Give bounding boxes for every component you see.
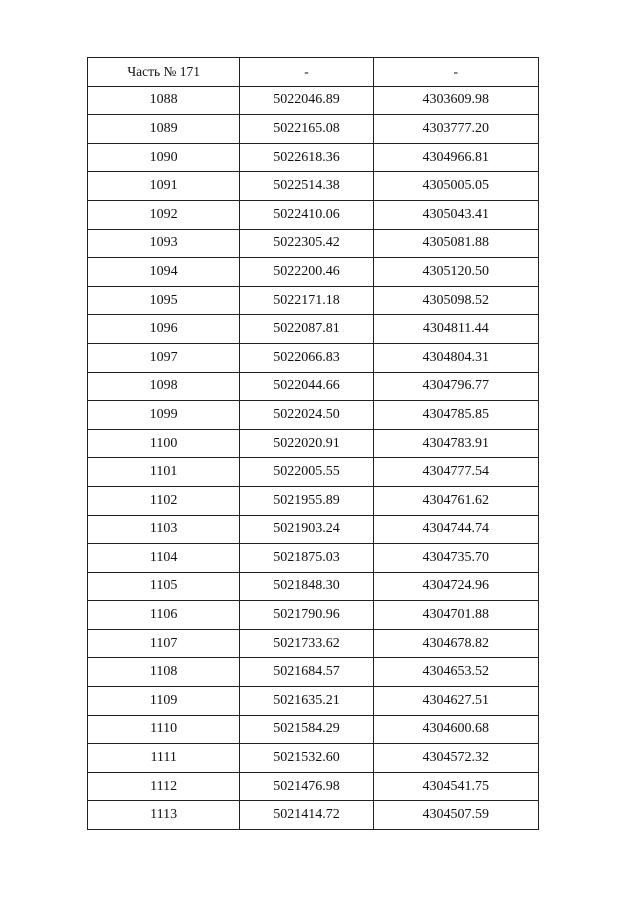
y-coordinate-cell: 4304701.88 [373, 601, 538, 630]
point-number-cell: 1102 [88, 486, 240, 515]
header-x: - [240, 58, 373, 87]
x-coordinate-cell: 5022066.83 [240, 343, 373, 372]
table-row [88, 601, 539, 630]
y-coordinate-cell: 4304724.96 [373, 572, 538, 601]
table-row [88, 715, 539, 744]
x-coordinate-cell: 5022046.89 [240, 86, 373, 115]
x-coordinate-cell: 5021684.57 [240, 658, 373, 687]
y-coordinate-cell: 4304777.54 [373, 458, 538, 487]
point-number-cell: 1096 [88, 315, 240, 344]
table-header-row [88, 58, 539, 87]
x-coordinate-cell: 5022410.06 [240, 200, 373, 229]
x-coordinate-cell: 5022005.55 [240, 458, 373, 487]
y-coordinate-cell: 4304804.31 [373, 343, 538, 372]
x-coordinate-cell: 5022618.36 [240, 143, 373, 172]
point-number-cell: 1112 [88, 772, 240, 801]
point-number-cell: 1090 [88, 143, 240, 172]
point-number-cell: 1093 [88, 229, 240, 258]
point-number-cell: 1106 [88, 601, 240, 630]
point-number-cell: 1104 [88, 544, 240, 573]
point-number-cell: 1103 [88, 515, 240, 544]
table-row [88, 486, 539, 515]
point-number-cell: 1110 [88, 715, 240, 744]
table-row [88, 515, 539, 544]
table-row [88, 772, 539, 801]
table-row [88, 200, 539, 229]
x-coordinate-cell: 5021476.98 [240, 772, 373, 801]
x-coordinate-cell: 5022305.42 [240, 229, 373, 258]
table-row [88, 801, 539, 830]
point-number-cell: 1100 [88, 429, 240, 458]
x-coordinate-cell: 5022171.18 [240, 286, 373, 315]
y-coordinate-cell: 4304785.85 [373, 401, 538, 430]
x-coordinate-cell: 5021903.24 [240, 515, 373, 544]
x-coordinate-cell: 5021955.89 [240, 486, 373, 515]
table-row [88, 229, 539, 258]
table-row [88, 286, 539, 315]
table-row [88, 172, 539, 201]
point-number-cell: 1097 [88, 343, 240, 372]
point-number-cell: 1107 [88, 629, 240, 658]
table-row [88, 429, 539, 458]
x-coordinate-cell: 5022200.46 [240, 258, 373, 287]
y-coordinate-cell: 4305098.52 [373, 286, 538, 315]
table-body [88, 58, 539, 830]
table-row [88, 744, 539, 773]
y-coordinate-cell: 4304735.70 [373, 544, 538, 573]
table-row [88, 143, 539, 172]
point-number-cell: 1089 [88, 115, 240, 144]
point-number-cell: 1094 [88, 258, 240, 287]
y-coordinate-cell: 4305005.05 [373, 172, 538, 201]
y-coordinate-cell: 4304761.62 [373, 486, 538, 515]
table-row [88, 458, 539, 487]
point-number-cell: 1108 [88, 658, 240, 687]
y-coordinate-cell: 4304653.52 [373, 658, 538, 687]
table-row [88, 687, 539, 716]
x-coordinate-cell: 5021414.72 [240, 801, 373, 830]
y-coordinate-cell: 4304796.77 [373, 372, 538, 401]
header-y: - [373, 58, 538, 87]
x-coordinate-cell: 5021532.60 [240, 744, 373, 773]
table-row [88, 115, 539, 144]
x-coordinate-cell: 5021635.21 [240, 687, 373, 716]
x-coordinate-cell: 5021790.96 [240, 601, 373, 630]
point-number-cell: 1099 [88, 401, 240, 430]
y-coordinate-cell: 4304783.91 [373, 429, 538, 458]
table-row [88, 258, 539, 287]
coordinates-table [87, 57, 539, 830]
y-coordinate-cell: 4304572.32 [373, 744, 538, 773]
y-coordinate-cell: 4304507.59 [373, 801, 538, 830]
point-number-cell: 1113 [88, 801, 240, 830]
point-number-cell: 1111 [88, 744, 240, 773]
point-number-cell: 1109 [88, 687, 240, 716]
table-row [88, 315, 539, 344]
point-number-cell: 1095 [88, 286, 240, 315]
y-coordinate-cell: 4304678.82 [373, 629, 538, 658]
x-coordinate-cell: 5022020.91 [240, 429, 373, 458]
point-number-cell: 1105 [88, 572, 240, 601]
x-coordinate-cell: 5022165.08 [240, 115, 373, 144]
table-row [88, 86, 539, 115]
x-coordinate-cell: 5022514.38 [240, 172, 373, 201]
point-number-cell: 1092 [88, 200, 240, 229]
y-coordinate-cell: 4303609.98 [373, 86, 538, 115]
table-row [88, 544, 539, 573]
y-coordinate-cell: 4303777.20 [373, 115, 538, 144]
y-coordinate-cell: 4305043.41 [373, 200, 538, 229]
x-coordinate-cell: 5021875.03 [240, 544, 373, 573]
table-row [88, 629, 539, 658]
y-coordinate-cell: 4304966.81 [373, 143, 538, 172]
point-number-cell: 1098 [88, 372, 240, 401]
point-number-cell: 1088 [88, 86, 240, 115]
x-coordinate-cell: 5021584.29 [240, 715, 373, 744]
x-coordinate-cell: 5022024.50 [240, 401, 373, 430]
point-number-cell: 1101 [88, 458, 240, 487]
x-coordinate-cell: 5022044.66 [240, 372, 373, 401]
table-row [88, 658, 539, 687]
y-coordinate-cell: 4305081.88 [373, 229, 538, 258]
y-coordinate-cell: 4304541.75 [373, 772, 538, 801]
table-row [88, 372, 539, 401]
table-row [88, 572, 539, 601]
point-number-cell: 1091 [88, 172, 240, 201]
table-row [88, 401, 539, 430]
y-coordinate-cell: 4305120.50 [373, 258, 538, 287]
y-coordinate-cell: 4304627.51 [373, 687, 538, 716]
y-coordinate-cell: 4304600.68 [373, 715, 538, 744]
x-coordinate-cell: 5021848.30 [240, 572, 373, 601]
table-row [88, 343, 539, 372]
x-coordinate-cell: 5022087.81 [240, 315, 373, 344]
x-coordinate-cell: 5021733.62 [240, 629, 373, 658]
y-coordinate-cell: 4304811.44 [373, 315, 538, 344]
y-coordinate-cell: 4304744.74 [373, 515, 538, 544]
header-part-number: Часть № 171 [88, 58, 240, 87]
